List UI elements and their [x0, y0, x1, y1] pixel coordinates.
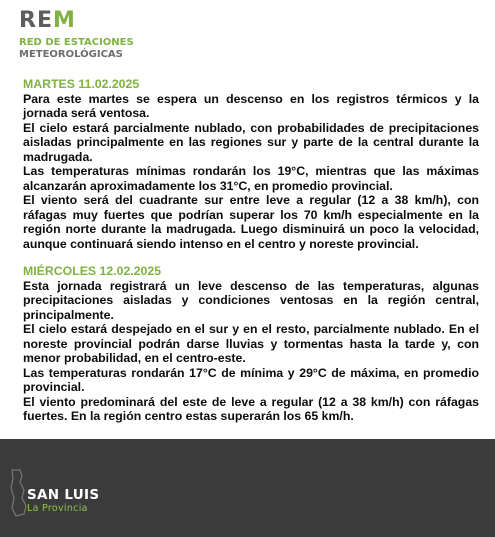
forecast-paragraph: El viento será del cuadrante sur entre leve a regular (12 a 38 km/h), con ráfagas muy fuertes que podrían superar los 70 km/h especialmente en la región norte durante la madrugada. Luego disminuirá un poco la velocidad, aunque continuará siendo intenso en el centro y noreste provincial. — [23, 193, 479, 251]
san-luis-tagline: La Provincia — [27, 503, 88, 514]
forecast-paragraph: El viento predominará del este de leve a regular (12 a 38 km/h) con ráfagas fuertes. En la región centro estas superarán los 65 km/h. — [23, 394, 479, 423]
day-title: MIÉRCOLES 12.02.2025 — [23, 264, 162, 278]
forecast-paragraph: Las temperaturas rondarán 17°C de mínima y 29°C de máxima, en promedio provincial. — [23, 365, 479, 394]
san-luis-name: SAN LUIS — [27, 487, 100, 503]
rem-logo — [19, 10, 134, 61]
logo-subtitle-line2: METEOROLÓGICAS — [19, 49, 123, 60]
day-title: MARTES 11.02.2025 — [23, 77, 140, 91]
footer-bar — [0, 439, 495, 537]
logo-subtitle-line1: RED DE ESTACIONES — [19, 37, 134, 48]
forecast-paragraph: El cielo estará despejado en el sur y en el resto, parcialmente nublado. En el noreste provincial podrán darse lluvias y tormentas hasta la tarde y, con menor probabilidad, en el centro-este. — [23, 322, 479, 365]
forecast-paragraph: El cielo estará parcialmente nublado, con probabilidades de precipitaciones aisladas principalmente en las regiones sur y parte de la central durante la madrugada. — [23, 120, 479, 164]
forecast-paragraph: Esta jornada registrará un leve descenso de las temperaturas, algunas precipitaciones aisladas y condiciones ventosas en la región central, principalmente. — [23, 278, 479, 322]
forecast-day-wednesday — [23, 264, 479, 424]
logo-wordmark — [19, 10, 134, 32]
forecast-paragraph: Las temperaturas mínimas rondarán los 19°C, mientras que las máximas alcanzarán aproximadamente los 31°C, en promedio provincial. — [23, 164, 479, 193]
forecast-content — [23, 77, 479, 437]
logo-accent-text: M — [52, 8, 76, 33]
logo-main-text: RE — [19, 8, 53, 33]
logo-subtitle — [19, 37, 134, 61]
forecast-day-tuesday — [23, 77, 479, 251]
forecast-paragraph: Para este martes se espera un descenso en los registros térmicos y la jornada será ventosa. — [23, 91, 479, 120]
